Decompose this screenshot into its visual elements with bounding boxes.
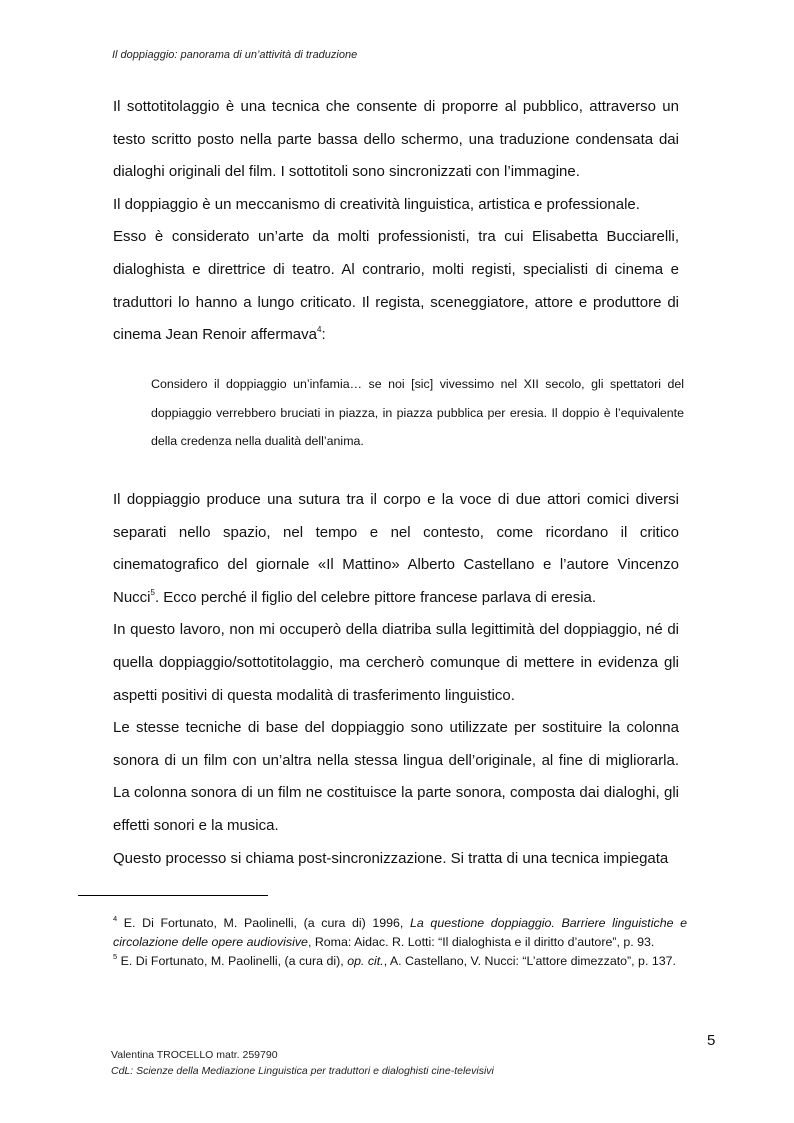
- paragraph-suture-end: . Ecco perché il figlio del celebre pittore francese parlava di eresia.: [154, 588, 597, 606]
- footnote-4-pre: E. Di Fortunato, M. Paolinelli, (a cura di) 1996,: [117, 916, 411, 930]
- body-text-bottom: [113, 484, 679, 875]
- footnote-5-number: 5: [113, 952, 118, 961]
- footnote-5-pre: E. Di Fortunato, M. Paolinelli, (a cura di),: [117, 954, 348, 968]
- footnote-4: [113, 914, 687, 952]
- paragraph-suture: [113, 484, 679, 614]
- paragraph-critics: [113, 221, 679, 351]
- footer-course: CdL: Scienze della Mediazione Linguistica per traduttori e dialoghisti cine-televisivi: [111, 1065, 494, 1077]
- block-quote: [151, 370, 684, 456]
- footnote-4-title: La questione doppiaggio. Barriere linguistiche e circolazione delle opere audiovisive: [113, 916, 687, 949]
- footnote-5: [113, 952, 687, 971]
- footnote-5-title: op. cit.: [347, 954, 384, 968]
- footnote-ref-4[interactable]: 4: [317, 325, 322, 335]
- body-text-top: [113, 91, 679, 352]
- paragraph-dubbing-definition: Il doppiaggio è un meccanismo di creatività linguistica, artistica e professionale.: [113, 195, 640, 213]
- footnote-ref-5[interactable]: 5: [150, 587, 155, 597]
- running-header: Il doppiaggio: panorama di un’attività di traduzione: [112, 49, 358, 61]
- footnote-4-post: , Roma: Aidac. R. Lotti: “Il dialoghista e il diritto d’autore”, p. 93.: [307, 935, 655, 949]
- paragraph-critics-text: Esso è considerato un’arte da molti professionisti, tra cui Elisabetta Bucciarelli, dialoghista e direttrice di teatro. Al contrario, molti registi, specialisti di cinema e traduttori lo hanno a lungo criticato. Il regista, sceneggiatore, attore e produttore di cinema Jean Renoir affermava: [113, 228, 679, 344]
- footnote-divider: [78, 895, 268, 896]
- paragraph-techniques: Le stesse tecniche di base del doppiaggio sono utilizzate per sostituire la colonna sonora di un film con un’altra nella stessa lingua dell’originale, al fine di migliorarla. La colonna sonora di un film ne costituisce la parte sonora, composta dai dialoghi, gli effetti sonori e la musica.: [113, 719, 679, 834]
- page-number: 5: [707, 1032, 716, 1049]
- paragraph-post-sync: Questo processo si chiama post-sincronizzazione. Si tratta di una tecnica impiegata: [113, 849, 669, 867]
- paragraph-scope: In questo lavoro, non mi occuperò della diatriba sulla legittimità del doppiaggio, né di quella doppiaggio/sottotitolaggio, ma cercherò comunque di mettere in evidenza gli aspetti positivi di questa modalità di trasferimento linguistico.: [113, 621, 679, 704]
- footnote-4-number: 4: [113, 914, 118, 923]
- page-footer: [111, 1047, 494, 1079]
- quote-text: Considero il doppiaggio un’infamia… se noi [sic] vivessimo nel XII secolo, gli spettatori del doppiaggio verrebbero bruciati in piazza, in piazza pubblica per eresia. Il doppio è l’equivalente della credenza nella dualità dell’anima.: [151, 377, 684, 448]
- paragraph-subtitling: Il sottotitolaggio è una tecnica che consente di proporre al pubblico, attraverso un testo scritto posto nella parte bassa dello schermo, una traduzione condensata dai dialoghi originali del film. I sottotitoli sono sincronizzati con l’immagine.: [113, 98, 679, 181]
- paragraph-suture-text: Il doppiaggio produce una sutura tra il corpo e la voce di due attori comici diversi separati nello spazio, nel tempo e nel contesto, come ricordano il critico cinematografico del giornale «Il Mattino» Alberto Castellano e l’autore Vincenzo Nucci: [113, 491, 679, 606]
- footer-author: Valentina TROCELLO matr. 259790: [111, 1049, 278, 1061]
- paragraph-critics-end: :: [321, 326, 326, 344]
- footnote-5-post: , A. Castellano, V. Nucci: “L’attore dimezzato”, p. 137.: [383, 954, 676, 968]
- footnotes: [113, 914, 687, 971]
